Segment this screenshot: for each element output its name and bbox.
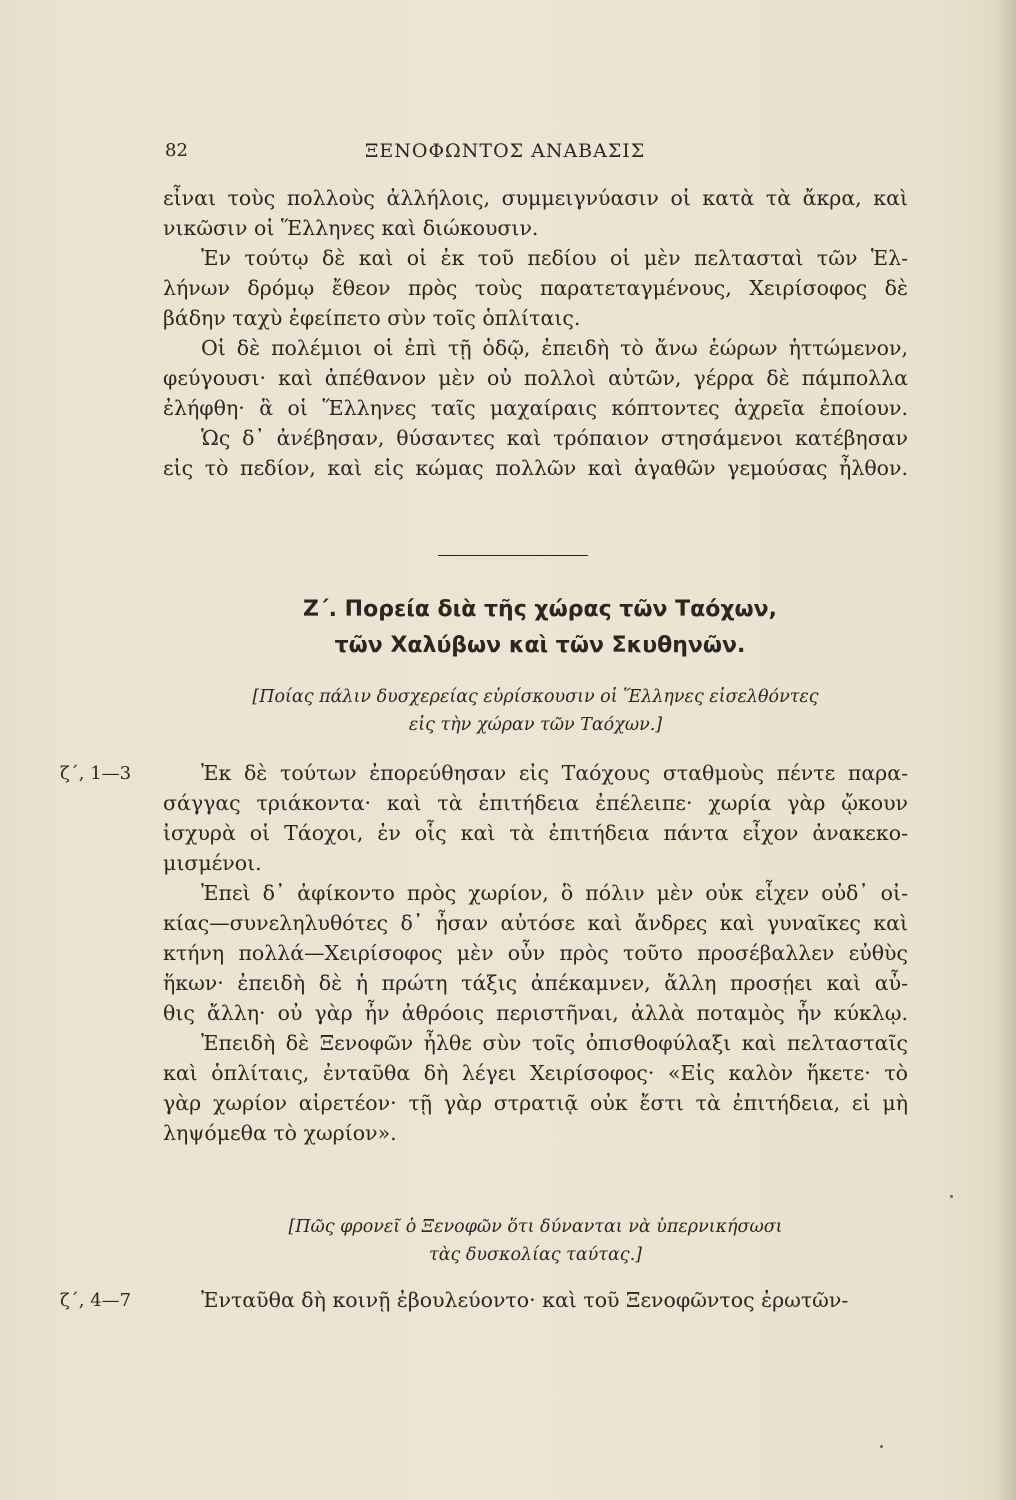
page-edge-shadow bbox=[994, 0, 1016, 1500]
paper-speck bbox=[880, 1445, 883, 1448]
text-line: Οἱ δὲ πολέμιοι οἱ ἐπὶ τῇ ὁδῷ, ἐπειδὴ τὸ ἄνω ἑώρων ἡττώμενον, bbox=[201, 336, 908, 360]
text-line: Ὡς δ᾽ ἀνέβησαν, θύσαντες καὶ τρόπαιον στησάμενοι κατέβησαν bbox=[201, 426, 908, 450]
paragraph-8 bbox=[163, 1285, 908, 1315]
paragraph-1 bbox=[163, 183, 908, 243]
text-line: εἰς τὸ πεδίον, καὶ εἰς κώμας πολλῶν καὶ ἀγαθῶν γεμούσας ἦλθον. bbox=[163, 456, 908, 480]
paragraph-3 bbox=[163, 333, 908, 423]
note-line: [Ποίας πάλιν δυσχερείας εὑρίσκουσιν οἱ Ἕλληνες εἰσελθόντες bbox=[252, 687, 819, 707]
section-title-line: τῶν Χαλύβων καὶ τῶν Σκυθηνῶν. bbox=[334, 633, 746, 658]
paragraph-5 bbox=[163, 758, 908, 878]
note-line: εἰς τὴν χώραν τῶν Ταόχων.] bbox=[408, 715, 663, 735]
paper-speck bbox=[950, 1195, 953, 1198]
text-line: θις ἄλλη· οὐ γὰρ ἦν ἀθρόοις περιστῆναι, ἀλλὰ ποταμὸς ἦν κύκλῳ. bbox=[163, 1001, 908, 1025]
text-line: εἶναι τοὺς πολλοὺς ἀλλήλοις, συμμειγνύασιν οἱ κατὰ τὰ ἄκρα, καὶ bbox=[163, 186, 908, 210]
summary-note-2 bbox=[163, 1213, 908, 1269]
section-title bbox=[190, 592, 890, 664]
text-line: Ἐπειδὴ δὲ Ξενοφῶν ἦλθε σὺν τοῖς ὀπισθοφύλαξι καὶ πελτασταῖς bbox=[201, 1031, 908, 1055]
text-line: Ἐνταῦθα δὴ κοινῇ ἐβουλεύοντο· καὶ τοῦ Ξενοφῶντος ἐρωτῶν- bbox=[201, 1288, 849, 1312]
note-line: [Πῶς φρονεῖ ὁ Ξενοφῶν ὅτι δύνανται νὰ ὑπερνικήσωσι bbox=[288, 1217, 783, 1237]
page-number: 82 bbox=[165, 140, 188, 161]
margin-reference-2: ζ΄, 4—7 bbox=[60, 1290, 132, 1311]
text-line: ἰσχυρὰ οἱ Τάοχοι, ἐν οἷς καὶ τὰ ἐπιτήδεια πάντα εἶχον ἀνακεκο- bbox=[163, 821, 908, 845]
summary-note-1 bbox=[163, 683, 908, 739]
text-line: κίας—συνεληλυθότες δ᾽ ἦσαν αὐτόσε καὶ ἄνδρες καὶ γυναῖκες καὶ bbox=[163, 911, 908, 935]
text-line: ληψόμεθα τὸ χωρίον». bbox=[163, 1121, 397, 1145]
text-line: Ἐκ δὲ τούτων ἐπορεύθησαν εἰς Ταόχους σταθμοὺς πέντε παρα- bbox=[201, 761, 908, 785]
section-title-line: Ζ΄. Πορεία διὰ τῆς χώρας τῶν Ταόχων, bbox=[303, 597, 777, 622]
text-line: φεύγουσι· καὶ ἀπέθανον μὲν οὐ πολλοὶ αὐτῶν, γέρρα δὲ πάμπολλα bbox=[163, 366, 908, 390]
paragraph-6 bbox=[163, 878, 908, 1028]
text-line: λήνων δρόμῳ ἔθεον πρὸς τοὺς παρατεταγμένους, Χειρίσοφος δὲ bbox=[163, 276, 908, 300]
text-line: κτήνη πολλά—Χειρίσοφος μὲν οὖν πρὸς τοῦτο προσέβαλλεν εὐθὺς bbox=[163, 941, 908, 965]
text-line: μισμένοι. bbox=[163, 851, 262, 875]
paragraph-4 bbox=[163, 423, 908, 483]
page-header bbox=[165, 140, 885, 170]
text-line: νικῶσιν οἱ Ἕλληνες καὶ διώκουσιν. bbox=[163, 216, 539, 240]
text-line: ἥκων· ἐπειδὴ δὲ ἡ πρώτη τάξις ἀπέκαμνεν, ἄλλη προσῄει καὶ αὖ- bbox=[163, 971, 908, 995]
note-line: τὰς δυσκολίας ταύτας.] bbox=[429, 1245, 642, 1265]
section-divider bbox=[438, 555, 588, 556]
text-line: Ἐν τούτῳ δὲ καὶ οἱ ἐκ τοῦ πεδίου οἱ μὲν πελτασταὶ τῶν Ἑλ- bbox=[201, 246, 908, 270]
text-line: Ἐπεὶ δ᾽ ἀφίκοντο πρὸς χωρίον, ὃ πόλιν μὲν οὐκ εἶχεν οὐδ᾽ οἰ- bbox=[201, 881, 908, 905]
text-line: σάγγας τριάκοντα· καὶ τὰ ἐπιτήδεια ἐπέλειπε· χωρία γὰρ ᾤκουν bbox=[163, 791, 908, 815]
text-line: καὶ ὁπλίταις, ἐνταῦθα δὴ λέγει Χειρίσοφος· «Εἰς καλὸν ἥκετε· τὸ bbox=[163, 1061, 908, 1085]
paragraph-2 bbox=[163, 243, 908, 333]
text-line: γὰρ χωρίον αἱρετέον· τῇ γὰρ στρατιᾷ οὐκ ἔστι τὰ ἐπιτήδεια, εἰ μὴ bbox=[163, 1091, 908, 1115]
margin-reference-1: ζ΄, 1—3 bbox=[60, 763, 132, 784]
text-line: ἐλήφθη· ἃ οἱ Ἕλληνες ταῖς μαχαίραις κόπτοντες ἀχρεῖα ἐποίουν. bbox=[163, 396, 908, 420]
paragraph-7 bbox=[163, 1028, 908, 1148]
text-line: βάδην ταχὺ ἐφείπετο σὺν τοῖς ὁπλίταις. bbox=[163, 306, 581, 330]
running-title: ΞΕΝΟΦΩΝΤΟΣ ΑΝΑΒΑΣΙΣ bbox=[365, 140, 646, 162]
